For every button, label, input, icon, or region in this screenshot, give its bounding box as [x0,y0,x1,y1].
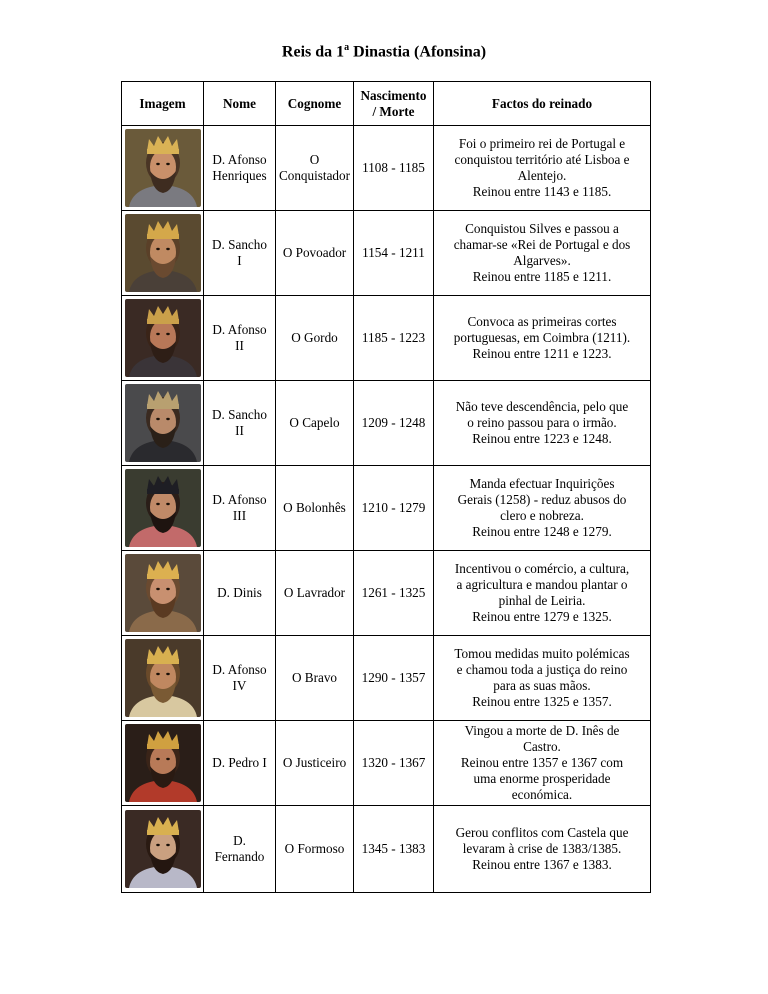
cell-imagem [122,126,204,211]
cell-factos [434,551,651,636]
table-row [122,211,651,296]
cell-factos-line: portuguesas, em Coimbra (1211). [453,330,631,345]
cell-cognome [276,466,354,551]
cell-imagem [122,806,204,893]
cell-factos-line: Reinou entre 1367 e 1383. [472,857,612,872]
cell-factos-line: Alentejo. [517,168,567,183]
kings-table [121,81,651,893]
cell-factos [434,126,651,211]
king-portrait [125,554,201,632]
cell-factos-line: Reinou entre 1211 e 1223. [472,346,612,361]
cell-cognome [276,636,354,721]
header-nome: Nome [204,82,276,126]
cell-nome [204,551,276,636]
cell-nome-line: Fernando [214,849,265,864]
cell-nome-line: I [237,253,242,268]
cell-cognome-line: O [309,152,320,167]
cell-factos [434,466,651,551]
cell-cognome-line: O Bolonhês [283,500,346,515]
king-portrait [125,724,201,802]
header-nascimento-morte: Nascimento / Morte [354,82,434,126]
table-row [122,126,651,211]
cell-nome [204,126,276,211]
cell-cognome [276,551,354,636]
cell-cognome-line: O Bravo [291,670,338,685]
cell-nome-line: IV [232,678,247,693]
header-imagem: Imagem [122,82,204,126]
cell-cognome [276,126,354,211]
table-row [122,636,651,721]
cell-factos-line: Conquistou Silves e passou a [465,221,619,236]
cell-factos-line: Vingou a morte de D. Inês de [464,723,620,738]
cell-nascimento-morte: 1209 - 1248 [354,381,434,466]
cell-factos [434,721,651,806]
cell-factos-line: Algarves». [513,253,571,268]
cell-nome-line: D. Afonso [212,662,267,677]
king-portrait [125,810,201,888]
table-row [122,381,651,466]
cell-cognome [276,806,354,893]
header-cognome: Cognome [276,82,354,126]
cell-nome-line: D. Sancho [212,407,267,422]
cell-nome-line: Henriques [212,168,267,183]
cell-cognome [276,381,354,466]
cell-imagem [122,211,204,296]
cell-nome [204,466,276,551]
cell-factos-line: chamar-se «Rei de Portugal e dos [453,237,631,252]
cell-factos-line: Reinou entre 1325 e 1357. [472,694,612,709]
cell-factos-line: uma enorme prosperidade [473,771,611,786]
cell-cognome-line: O Lavrador [283,585,346,600]
king-portrait [125,129,201,207]
cell-nome-line: D. Pedro I [212,755,267,770]
cell-factos-line: levaram à crise de 1383/1385. [462,841,622,856]
cell-nascimento-morte: 1154 - 1211 [354,211,434,296]
cell-nascimento-morte: 1261 - 1325 [354,551,434,636]
page-title: Reis da 1$^a$ Dinastia (Afonsina) [281,42,487,61]
cell-nome-line: II [235,423,244,438]
cell-cognome [276,296,354,381]
cell-factos [434,806,651,893]
cell-cognome-line: O Capelo [289,415,340,430]
cell-imagem [122,466,204,551]
cell-imagem [122,551,204,636]
cell-factos-line: Foi o primeiro rei de Portugal e [458,136,626,151]
cell-factos-line: Castro. [523,739,561,754]
cell-cognome [276,721,354,806]
cell-cognome-line: O Formoso [284,841,345,856]
header-factos: Factos do reinado [434,82,651,126]
cell-nome [204,381,276,466]
cell-factos-line: Incentivou o comércio, a cultura, [454,561,630,576]
cell-nome [204,296,276,381]
cell-nome-line: D. Dinis [217,585,262,600]
cell-imagem [122,636,204,721]
cell-nome-line: D. Afonso [212,492,267,507]
table-row [122,296,651,381]
cell-factos-line: Reinou entre 1185 e 1211. [472,269,612,284]
cell-factos [434,636,651,721]
cell-factos [434,381,651,466]
cell-factos-line: Reinou entre 1143 e 1185. [472,184,612,199]
cell-nascimento-morte: 1185 - 1223 [354,296,434,381]
cell-nome-line: D. Sancho [212,237,267,252]
cell-cognome-line: O Gordo [291,330,338,345]
cell-factos-line: Gerou conflitos com Castela que [455,825,629,840]
cell-factos-line: a agricultura e mandou plantar o [456,577,628,592]
cell-nome [204,636,276,721]
table-header-row [122,82,651,126]
cell-nome [204,211,276,296]
cell-factos-line: Gerais (1258) - reduz abusos do [457,492,627,507]
cell-factos-line: económica. [511,787,573,802]
cell-factos-line: Convoca as primeiras cortes [467,314,617,329]
table-row [122,806,651,893]
king-portrait [125,469,201,547]
cell-nascimento-morte: 1290 - 1357 [354,636,434,721]
cell-factos-line: Tomou medidas muito polémicas [454,646,630,661]
cell-cognome-line: O Povoador [282,245,347,260]
cell-nascimento-morte: 1320 - 1367 [354,721,434,806]
cell-nome-line: D. Afonso [212,152,267,167]
cell-factos-line: Reinou entre 1223 e 1248. [472,431,612,446]
cell-factos-line: Reinou entre 1279 e 1325. [472,609,612,624]
cell-nascimento-morte: 1345 - 1383 [354,806,434,893]
cell-cognome-line: Conquistador [278,168,351,183]
table-row [122,466,651,551]
cell-nome-line: D. Afonso [212,322,267,337]
cell-factos-line: Não teve descendência, pelo que [455,399,629,414]
cell-factos-line: o reino passou para o irmão. [467,415,617,430]
cell-factos-line: pinhal de Leiria. [498,593,586,608]
cell-nome [204,721,276,806]
table-row [122,721,651,806]
cell-imagem [122,721,204,806]
cell-cognome-line: O Justiceiro [282,755,347,770]
cell-factos [434,211,651,296]
cell-nascimento-morte: 1108 - 1185 [354,126,434,211]
cell-factos [434,296,651,381]
cell-nome [204,806,276,893]
cell-factos-line: para as suas mãos. [493,678,591,693]
cell-factos-line: clero e nobreza. [500,508,584,523]
cell-nascimento-morte: 1210 - 1279 [354,466,434,551]
cell-factos-line: Reinou entre 1357 e 1367 com [460,755,624,770]
cell-factos-line: e chamou toda a justiça do reino [456,662,628,677]
cell-imagem [122,296,204,381]
cell-nome-line: II [235,338,244,353]
table-row [122,551,651,636]
king-portrait [125,299,201,377]
cell-factos-line: Manda efectuar Inquirições [469,476,615,491]
cell-factos-line: conquistou território até Lisboa e [454,152,630,167]
cell-factos-line: Reinou entre 1248 e 1279. [472,524,612,539]
cell-nome-line: D. [233,833,246,848]
cell-cognome [276,211,354,296]
king-portrait [125,384,201,462]
king-portrait [125,214,201,292]
cell-nome-line: III [232,508,247,523]
king-portrait [125,639,201,717]
cell-imagem [122,381,204,466]
